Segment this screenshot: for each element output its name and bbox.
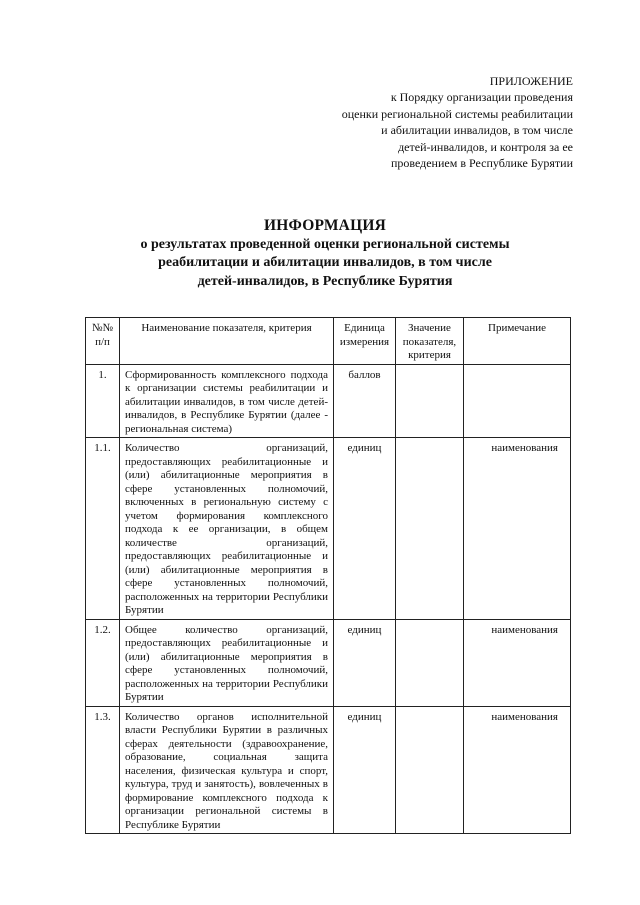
appendix-heading: ПРИЛОЖЕНИЕ bbox=[489, 74, 573, 88]
title-line: о результатах проведенной оценки региональной системы bbox=[140, 236, 510, 252]
table-row bbox=[86, 619, 571, 706]
header-value: Значение показателя, критерия bbox=[396, 318, 464, 365]
row-note: наименования bbox=[464, 706, 571, 834]
row-name: Количество организаций, предоставляющих реабилитационные и (или) абилитационные мероприятия в сфере установленных полномочий, включенных в региональную систему с учетом формирования комплексного подхода к ее организации, в общем количестве организаций, предоставляющих реабилитационные и (или) абилитационные мероприятия в сфере установленных полномочий, расположенных на территории Республики Бурятии bbox=[120, 438, 334, 620]
appendix-line: и абилитации инвалидов, в том числе bbox=[381, 123, 573, 138]
row-name: Количество органов исполнительной власти Республики Бурятии в различных сферах деятельности (здравоохранение, образование, социальная защита населения, физическая культура и спорт, культура, труд и занятость), вовлеченных в формирование комплексного подхода к организации региональной системы в Республике Бурятии bbox=[120, 706, 334, 834]
title-main: ИНФОРМАЦИЯ bbox=[264, 217, 386, 234]
indicators-table bbox=[85, 317, 571, 834]
appendix-line: детей-инвалидов, и контроля за ее bbox=[398, 139, 573, 154]
row-name: Общее количество организаций, предоставляющих реабилитационные и (или) абилитационные мероприятия в сфере установленных полномочий, расположенных на территории Республики Бурятии bbox=[120, 619, 334, 706]
appendix-line: к Порядку организации проведения bbox=[390, 90, 573, 105]
table-row bbox=[86, 706, 571, 834]
row-value bbox=[396, 706, 464, 834]
row-unit: баллов bbox=[334, 364, 396, 438]
row-note: наименования bbox=[464, 438, 571, 620]
table-row bbox=[86, 364, 571, 438]
table-row bbox=[86, 438, 571, 620]
row-num: 1.3. bbox=[86, 706, 120, 834]
table-header-row bbox=[86, 318, 571, 365]
appendix-line: проведением в Республике Бурятии bbox=[390, 156, 573, 171]
document-title bbox=[90, 217, 560, 291]
row-unit: единиц bbox=[334, 706, 396, 834]
row-num: 1.1. bbox=[86, 438, 120, 620]
row-note: наименования bbox=[464, 619, 571, 706]
header-unit: Единица измерения bbox=[334, 318, 396, 365]
header-note: Примечание bbox=[464, 318, 571, 365]
row-value bbox=[396, 438, 464, 620]
header-num: №№ п/п bbox=[86, 318, 120, 365]
title-line: реабилитации и абилитации инвалидов, в том числе bbox=[158, 255, 492, 270]
row-value bbox=[396, 619, 464, 706]
appendix-block bbox=[273, 73, 573, 171]
row-name: Сформированность комплексного подхода к организации системы реабилитации и абилитации инвалидов, в том числе детей-инвалидов, в Республике Бурятии (далее - региональная система) bbox=[120, 364, 334, 438]
row-unit: единиц bbox=[334, 438, 396, 620]
header-name: Наименование показателя, критерия bbox=[120, 318, 334, 365]
row-unit: единиц bbox=[334, 619, 396, 706]
appendix-line: оценки региональной системы реабилитации bbox=[341, 106, 573, 121]
title-line: детей-инвалидов, в Республике Бурятия bbox=[197, 273, 453, 289]
row-num: 1. bbox=[86, 364, 120, 438]
row-note bbox=[464, 364, 571, 438]
row-num: 1.2. bbox=[86, 619, 120, 706]
row-value bbox=[396, 364, 464, 438]
